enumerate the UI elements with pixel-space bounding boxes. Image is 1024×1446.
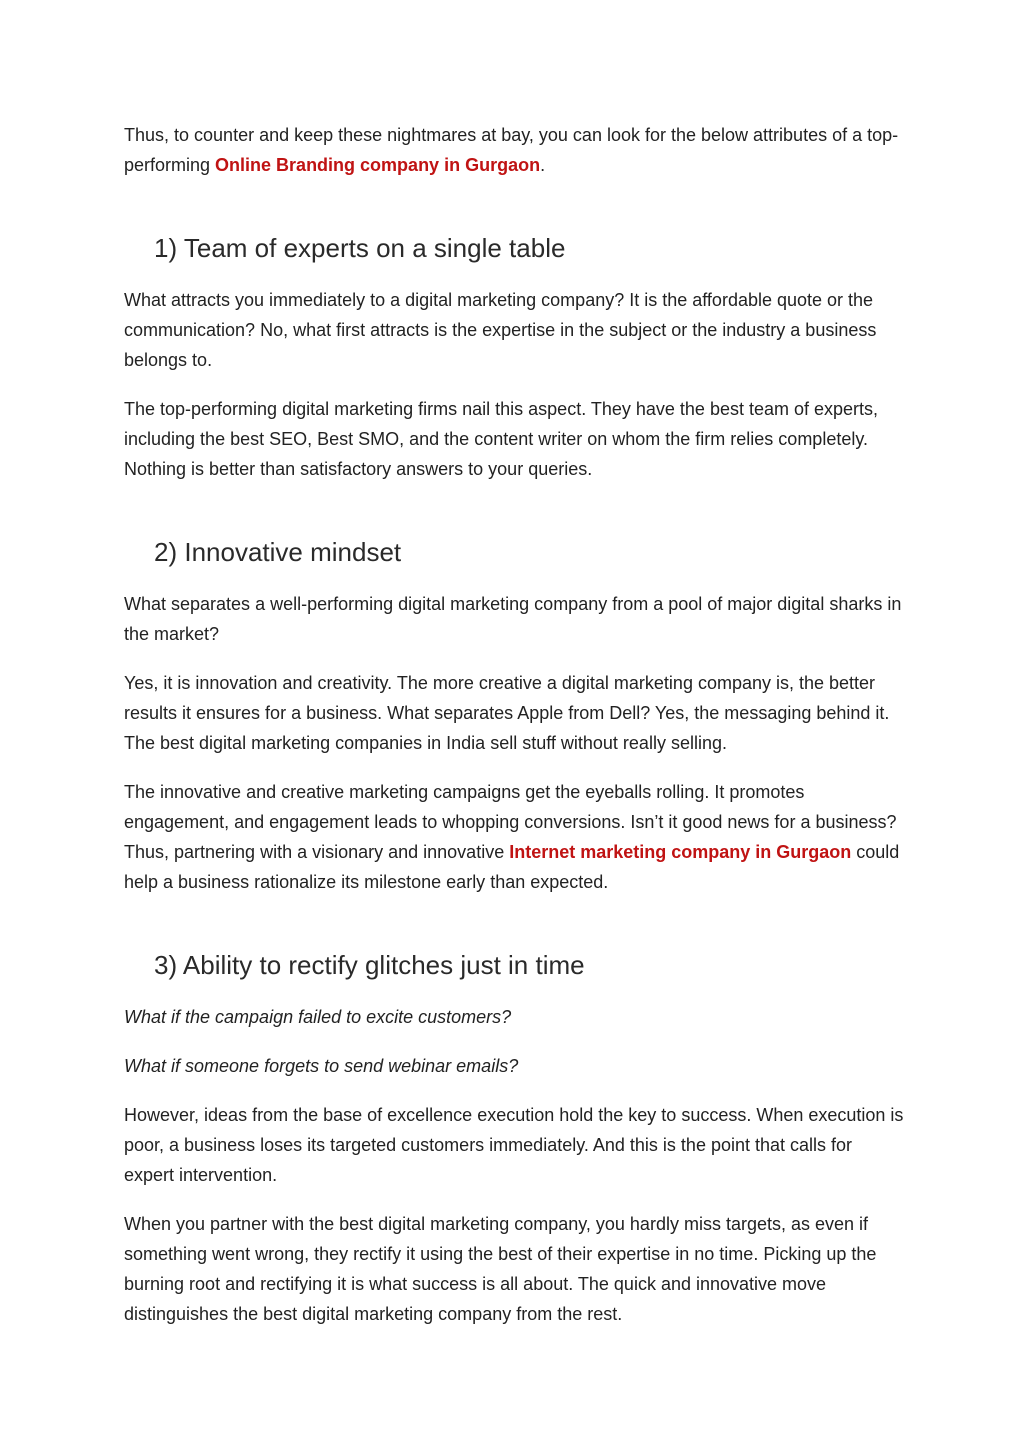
section-3-paragraph-2: When you partner with the best digital marketing company, you hardly miss targets, as even if something went wrong, they rectify it using the best of their expertise in no time. Picking up the burning root and rectifying it is what success is all about. The quick and innovative move distinguishes the best digital marketing company from the rest. bbox=[124, 1214, 877, 1324]
section-2-paragraph-3-text-end: could help a business rationalize its milestone early than expected. bbox=[124, 842, 900, 892]
section-2-paragraph-1: What separates a well-performing digital marketing company from a pool of major digital sharks in the market? bbox=[124, 594, 902, 644]
online-branding-link[interactable]: Online Branding company in Gurgaon bbox=[215, 155, 541, 175]
section-1-paragraph-1: What attracts you immediately to a digital marketing company? It is the affordable quote or the communication? No, what first attracts is the expertise in the subject or the industry a business belongs to. bbox=[124, 290, 877, 370]
section-3-question-2: What if someone forgets to send webinar emails? bbox=[124, 1056, 519, 1076]
section-3-paragraph-1: However, ideas from the base of excellence execution hold the key to success. When execution is poor, a business loses its targeted customers immediately. And this is the point that calls for expert intervention. bbox=[124, 1105, 904, 1185]
section-3-heading: 3) Ability to rectify glitches just in time bbox=[154, 950, 585, 980]
internet-marketing-link[interactable]: Internet marketing company in Gurgaon bbox=[509, 842, 852, 862]
section-2-paragraph-2: Yes, it is innovation and creativity. The more creative a digital marketing company is, the better results it ensures for a business. What separates Apple from Dell? Yes, the messaging behind it. The best digital marketing companies in India sell stuff without really selling. bbox=[124, 673, 890, 753]
section-2-paragraph-3-text: The innovative and creative marketing campaigns get the eyeballs rolling. It promotes engagement, and engagement leads to whopping conversions. Isn’t it good news for a business? Thus, partnering with a visionary and innovative bbox=[124, 782, 897, 862]
intro-text-end: . bbox=[540, 155, 546, 175]
intro-text: Thus, to counter and keep these nightmares at bay, you can look for the below attributes of a top-performing bbox=[124, 125, 899, 175]
document-page bbox=[124, 120, 904, 1329]
section-3-question-1: What if the campaign failed to excite customers? bbox=[124, 1007, 512, 1027]
intro-paragraph bbox=[124, 120, 904, 180]
section-2-heading: 2) Innovative mindset bbox=[154, 537, 402, 567]
section-2-paragraph-3 bbox=[124, 777, 904, 897]
section-1-heading: 1) Team of experts on a single table bbox=[154, 233, 566, 263]
section-1-paragraph-2: The top-performing digital marketing firms nail this aspect. They have the best team of experts, including the best SEO, Best SMO, and the content writer on whom the firm relies completely. Nothing is better than satisfactory answers to your queries. bbox=[124, 399, 879, 479]
